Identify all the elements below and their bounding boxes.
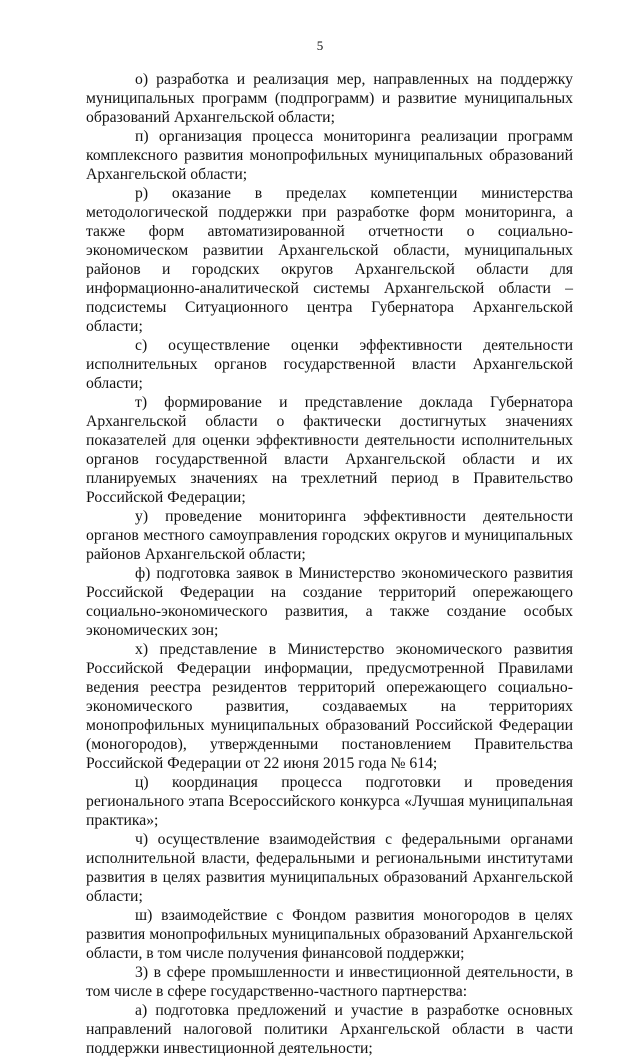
paragraph-sh: ш) взаимодействие с Фондом развития моногородов в целях развития монопрофильных муниципальных образований Архангельской области, в том числе получения финансовой поддержки; xyxy=(86,907,573,962)
paragraph-u: у) проведение мониторинга эффективности деятельности органов местного самоуправления городских округов и муниципальных районов Архангельской области; xyxy=(86,508,573,563)
paragraph-t: т) формирование и представление доклада Губернатора Архангельской области о фактически достигнутых значениях показателей для оценки эффективности деятельности исполнительных органов государственной власти Архангельской области и их планируемых значениях на трехлетний период в Правительство Российской Федерации; xyxy=(86,394,573,506)
paragraph-a: а) подготовка предложений и участие в разработке основных направлений налоговой политики Архангельской области в части поддержки инвестиционной деятельности; xyxy=(86,1002,573,1057)
paragraph-f: ф) подготовка заявок в Министерство экономического развития Российской Федерации на создание территорий опережающего социально-экономического развития, а также создание особых экономических зон; xyxy=(86,565,573,639)
paragraph-kh: х) представление в Министерство экономического развития Российской Федерации информации, предусмотренной Правилами ведения реестра резидентов территорий опережающего социально-экономического развития, создаваемых на территориях монопрофильных муниципальных образований Российской Федерации (моногородов), утвержденными постановлением Правительства Российской Федерации от 22 июня 2015 года № 614; xyxy=(86,641,573,772)
paragraph-ts: ц) координация процесса подготовки и проведения регионального этапа Всероссийского конкурса «Лучшая муниципальная практика»; xyxy=(86,774,573,829)
paragraph-ch: ч) осуществление взаимодействия с федеральными органами исполнительной власти, федеральными и региональными институтами развития в целях развития муниципальных образований Архангельской области; xyxy=(86,831,573,905)
document-body xyxy=(86,70,573,1058)
page-number: 5 xyxy=(316,38,324,53)
section-3-heading: 3) в сфере промышленности и инвестиционной деятельности, в том числе в сфере государственно-частного партнерства: xyxy=(86,964,573,1000)
paragraph-r: р) оказание в пределах компетенции министерства методологической поддержки при разработке форм мониторинга, а также форм автоматизированной отчетности о социально-экономическом развитии Архангельской области, муниципальных районов и городских округов Архангельской области для информационно-аналитической системы Архангельской области – подсистемы Ситуационного центра Губернатора Архангельской области; xyxy=(86,185,573,335)
paragraph-s: с) осуществление оценки эффективности деятельности исполнительных органов государственной власти Архангельской области; xyxy=(86,337,573,392)
paragraph-o: о) разработка и реализация мер, направленных на поддержку муниципальных программ (подпрограмм) и развитие муниципальных образований Архангельской области; xyxy=(86,71,573,126)
paragraph-p: п) организация процесса мониторинга реализации программ комплексного развития монопрофильных муниципальных образований Архангельской области; xyxy=(86,128,573,183)
